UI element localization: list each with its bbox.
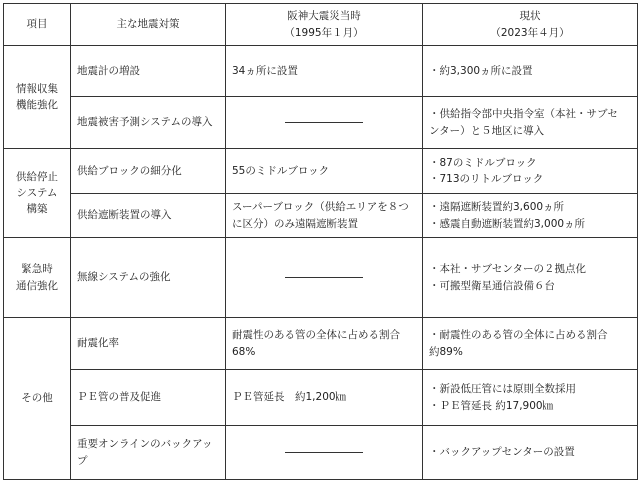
table-row — [4, 194, 638, 238]
now-cell: ・本社・サブセンターの２拠点化 ・可搬型衛星通信設備６台 — [423, 238, 638, 318]
then-cell: ＰＥ管延長 約1,200㎞ — [226, 370, 423, 426]
category-cell: 情報収集 機能強化 — [4, 46, 71, 149]
header-now — [423, 4, 638, 46]
then-cell: スーパーブロック（供給エリアを８つ に区分）のみ遠隔遮断装置 — [226, 194, 423, 238]
then-cell-empty — [226, 97, 423, 149]
dash-line — [285, 122, 363, 123]
table-row — [4, 238, 638, 318]
then-cell: 耐震性のある管の全体に占める割合 68% — [226, 318, 423, 370]
measure-cell: ＰＥ管の普及促進 — [71, 370, 226, 426]
header-item: 項目 — [4, 4, 71, 46]
table-row — [4, 149, 638, 194]
header-then-date: （1995年１月） — [284, 26, 364, 39]
measure-cell: 耐震化率 — [71, 318, 226, 370]
table-row — [4, 46, 638, 97]
earthquake-measures-table — [3, 3, 638, 480]
header-now-title: 現状 — [519, 10, 541, 23]
category-cell: その他 — [4, 318, 71, 480]
measure-cell: 無線システムの強化 — [71, 238, 226, 318]
header-then — [226, 4, 423, 46]
table-row — [4, 318, 638, 370]
measure-cell: 地震被害予測システムの導入 — [71, 97, 226, 149]
table-row — [4, 97, 638, 149]
now-cell: ・遠隔遮断装置約3,600ヵ所 ・感震自動遮断装置約3,000ヵ所 — [423, 194, 638, 238]
then-cell: 55のミドルブロック — [226, 149, 423, 194]
now-cell: ・約3,300ヵ所に設置 — [423, 46, 638, 97]
now-cell: ・供給指令部中央指令室（本社・サブセ ンター）と５地区に導入 — [423, 97, 638, 149]
then-cell: 34ヵ所に設置 — [226, 46, 423, 97]
now-cell: ・87のミドルブロック ・713のリトルブロック — [423, 149, 638, 194]
measure-cell: 供給遮断装置の導入 — [71, 194, 226, 238]
measure-cell: 重要オンラインのバックアップ — [71, 426, 226, 480]
now-cell: ・バックアップセンターの設置 — [423, 426, 638, 480]
dash-line — [285, 452, 363, 453]
header-then-title: 阪神大震災当時 — [287, 10, 361, 23]
dash-line — [285, 277, 363, 278]
now-cell: ・新設低圧管には原則全数採用 ・ＰＥ管延長 約17,900㎞ — [423, 370, 638, 426]
measure-cell: 供給ブロックの細分化 — [71, 149, 226, 194]
table-row — [4, 370, 638, 426]
table-row — [4, 426, 638, 480]
measure-cell: 地震計の増設 — [71, 46, 226, 97]
then-cell-empty — [226, 238, 423, 318]
then-cell-empty — [226, 426, 423, 480]
header-measure: 主な地震対策 — [71, 4, 226, 46]
category-cell: 緊急時 通信強化 — [4, 238, 71, 318]
category-cell: 供給停止 システム 構築 — [4, 149, 71, 238]
header-now-date: （2023年４月） — [490, 26, 570, 39]
now-cell: ・耐震性のある管の全体に占める割合 約89% — [423, 318, 638, 370]
header-row — [4, 4, 638, 46]
